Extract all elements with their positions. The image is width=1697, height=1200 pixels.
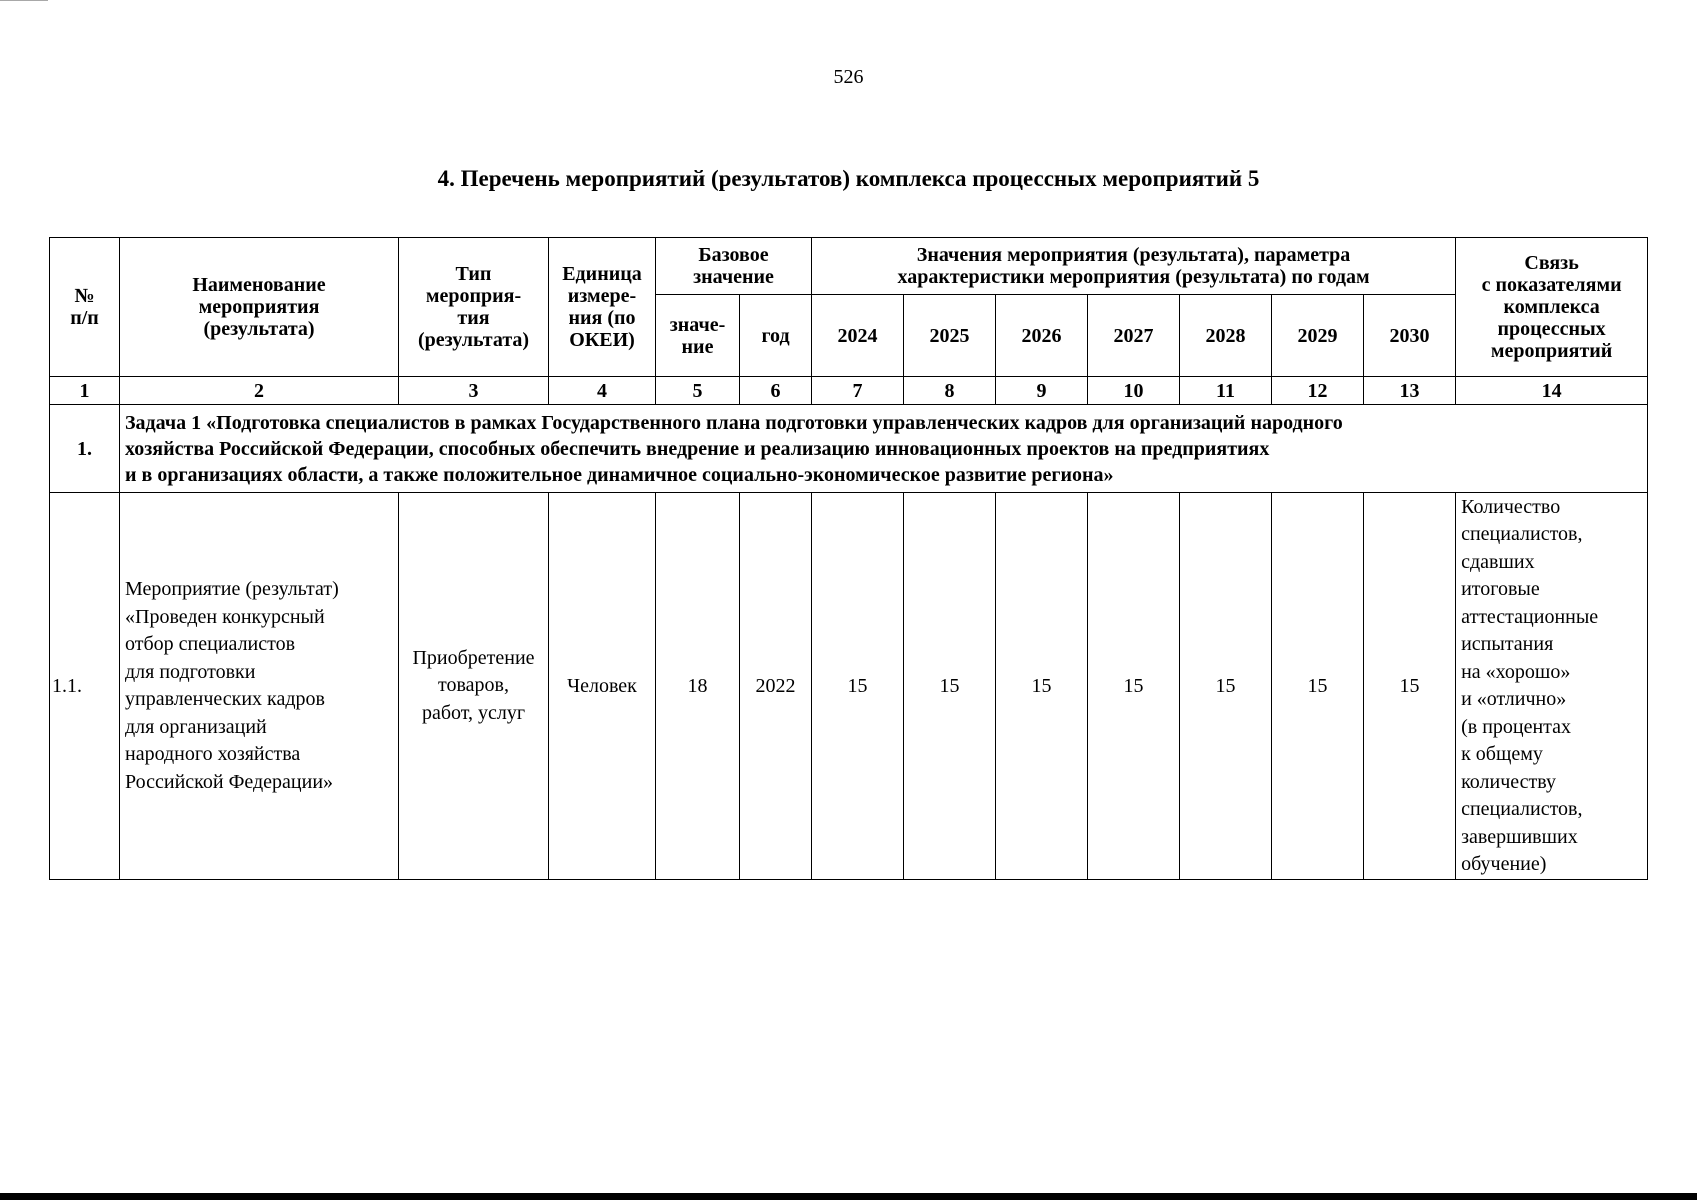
activity-type	[399, 493, 549, 880]
indicator-link-line: к общему	[1461, 743, 1543, 765]
header-link	[1456, 238, 1648, 377]
table-row	[50, 493, 1648, 880]
indicator-link-line: (в процентах	[1461, 715, 1572, 738]
column-number: 14	[1456, 377, 1648, 405]
header-base-year: год	[740, 295, 812, 377]
column-number-row	[50, 377, 1648, 405]
year-value-cell: 15	[1364, 493, 1456, 880]
indicator-link-line: сдавших	[1461, 550, 1535, 573]
header-year: 2024	[812, 295, 904, 377]
header-unit-line: Единица	[562, 263, 642, 285]
page-number: 526	[833, 66, 864, 88]
header-no-line: №	[74, 285, 95, 307]
column-number: 9	[996, 377, 1088, 405]
column-number: 3	[399, 377, 549, 405]
scan-bottom-edge	[0, 1193, 1697, 1200]
unit-cell: Человек	[549, 493, 656, 880]
activity-name-line: управленческих кадров	[125, 688, 325, 710]
header-type-line: мероприя-	[425, 285, 522, 307]
activity-name-line: для подготовки	[125, 660, 256, 683]
column-number: 1	[50, 377, 120, 405]
header-values-group-line: Значения мероприятия (результата), параметра	[916, 244, 1351, 266]
header-unit-line: ОКЕИ)	[569, 329, 635, 351]
column-number: 5	[656, 377, 740, 405]
year-value-cell: 15	[812, 493, 904, 880]
column-number: 6	[740, 377, 812, 405]
activity-type-line: Приобретение	[412, 646, 535, 669]
header-link-line: процессных	[1497, 318, 1606, 340]
task-number: 1.	[50, 405, 120, 493]
activity-name-line: Российской Федерации»	[125, 770, 334, 793]
indicator-link-line: итоговые	[1461, 578, 1540, 600]
column-number: 10	[1088, 377, 1180, 405]
header-no-line: п/п	[70, 307, 99, 329]
header-base-group-line: Базовое	[698, 244, 769, 266]
header-year: 2029	[1272, 295, 1364, 377]
base-value-cell: 18	[656, 493, 740, 880]
year-value-cell: 15	[1088, 493, 1180, 880]
scan-artifact-line	[0, 0, 48, 1]
header-unit-line: измере-	[567, 285, 637, 307]
activities-table	[49, 237, 1648, 880]
task-text-line: и в организациях области, а также положительное динамичное социально-экономическое развитие региона»	[125, 463, 1114, 486]
year-value-cell: 15	[1272, 493, 1364, 880]
task-text-line: хозяйства Российской Федерации, способных обеспечить внедрение и реализацию инновационных проектов на предприятиях	[125, 437, 1270, 460]
header-values-group	[812, 238, 1456, 295]
header-name-line: (результата)	[203, 318, 315, 340]
header-row-1	[50, 238, 1648, 295]
header-year: 2028	[1180, 295, 1272, 377]
header-year: 2025	[904, 295, 996, 377]
header-type-line: (результата)	[417, 329, 530, 351]
indicator-link-line: Количество	[1461, 495, 1561, 518]
indicator-link-line: аттестационные	[1461, 605, 1599, 628]
header-unit-line: ния (по	[568, 307, 636, 329]
header-year: 2030	[1364, 295, 1456, 377]
header-base-group	[656, 238, 812, 295]
activity-name-line: народного хозяйства	[125, 743, 301, 765]
column-number: 7	[812, 377, 904, 405]
activity-name-line: для организаций	[125, 715, 267, 738]
column-number: 12	[1272, 377, 1364, 405]
year-value-cell: 15	[996, 493, 1088, 880]
indicator-link-line: и «отлично»	[1461, 688, 1567, 710]
row-number: 1.1.	[50, 493, 120, 880]
activity-name-line: Мероприятие (результат)	[125, 578, 339, 600]
column-number: 2	[120, 377, 399, 405]
header-type-line: тия	[457, 307, 490, 329]
header-values-group-line: характеристики мероприятия (результата) по годам	[897, 266, 1370, 288]
activity-type-line: работ, услуг	[421, 701, 526, 724]
indicator-link-line: специалистов,	[1461, 523, 1583, 545]
header-link-line: комплекса	[1503, 296, 1600, 318]
header-type	[399, 238, 549, 377]
column-number: 4	[549, 377, 656, 405]
header-no	[50, 238, 120, 377]
activity-type-line: товаров,	[438, 674, 509, 697]
indicator-link-line: завершивших	[1461, 825, 1578, 848]
header-type-line: Тип	[455, 263, 492, 285]
header-year: 2026	[996, 295, 1088, 377]
header-name-line: мероприятия	[198, 296, 320, 318]
column-number: 11	[1180, 377, 1272, 405]
indicator-link-line: обучение)	[1461, 853, 1547, 875]
task-text-line: Задача 1 «Подготовка специалистов в рамках Государственного плана подготовки управленческих кадров для организаций народного	[125, 411, 1343, 434]
header-unit	[549, 238, 656, 377]
document-title: 4. Перечень мероприятий (результатов) комплекса процессных мероприятий 5	[437, 166, 1260, 191]
year-value-cell: 15	[904, 493, 996, 880]
base-year-cell: 2022	[740, 493, 812, 880]
activity-name-line: отбор специалистов	[125, 633, 296, 655]
header-base-group-line: значение	[693, 266, 774, 288]
indicator-link	[1456, 493, 1648, 880]
column-number: 8	[904, 377, 996, 405]
column-number: 13	[1364, 377, 1456, 405]
indicator-link-line: на «хорошо»	[1461, 660, 1571, 683]
activity-name-line: «Проведен конкурсный	[125, 605, 325, 628]
header-link-line: Связь	[1524, 252, 1579, 274]
indicator-link-line: испытания	[1461, 633, 1554, 655]
header-base-value-line: ние	[681, 335, 714, 358]
header-base-value	[656, 295, 740, 377]
year-value-cell: 15	[1180, 493, 1272, 880]
header-year: 2027	[1088, 295, 1180, 377]
task-row	[50, 405, 1648, 493]
indicator-link-line: количеству	[1461, 770, 1557, 793]
indicator-link-line: специалистов,	[1461, 798, 1583, 820]
header-name	[120, 238, 399, 377]
header-link-line: мероприятий	[1490, 340, 1613, 362]
activity-name	[120, 493, 399, 880]
header-link-line: с показателями	[1481, 274, 1622, 296]
task-text	[120, 405, 1648, 493]
header-name-line: Наименование	[192, 274, 326, 296]
header-base-value-line: значе-	[669, 313, 726, 336]
